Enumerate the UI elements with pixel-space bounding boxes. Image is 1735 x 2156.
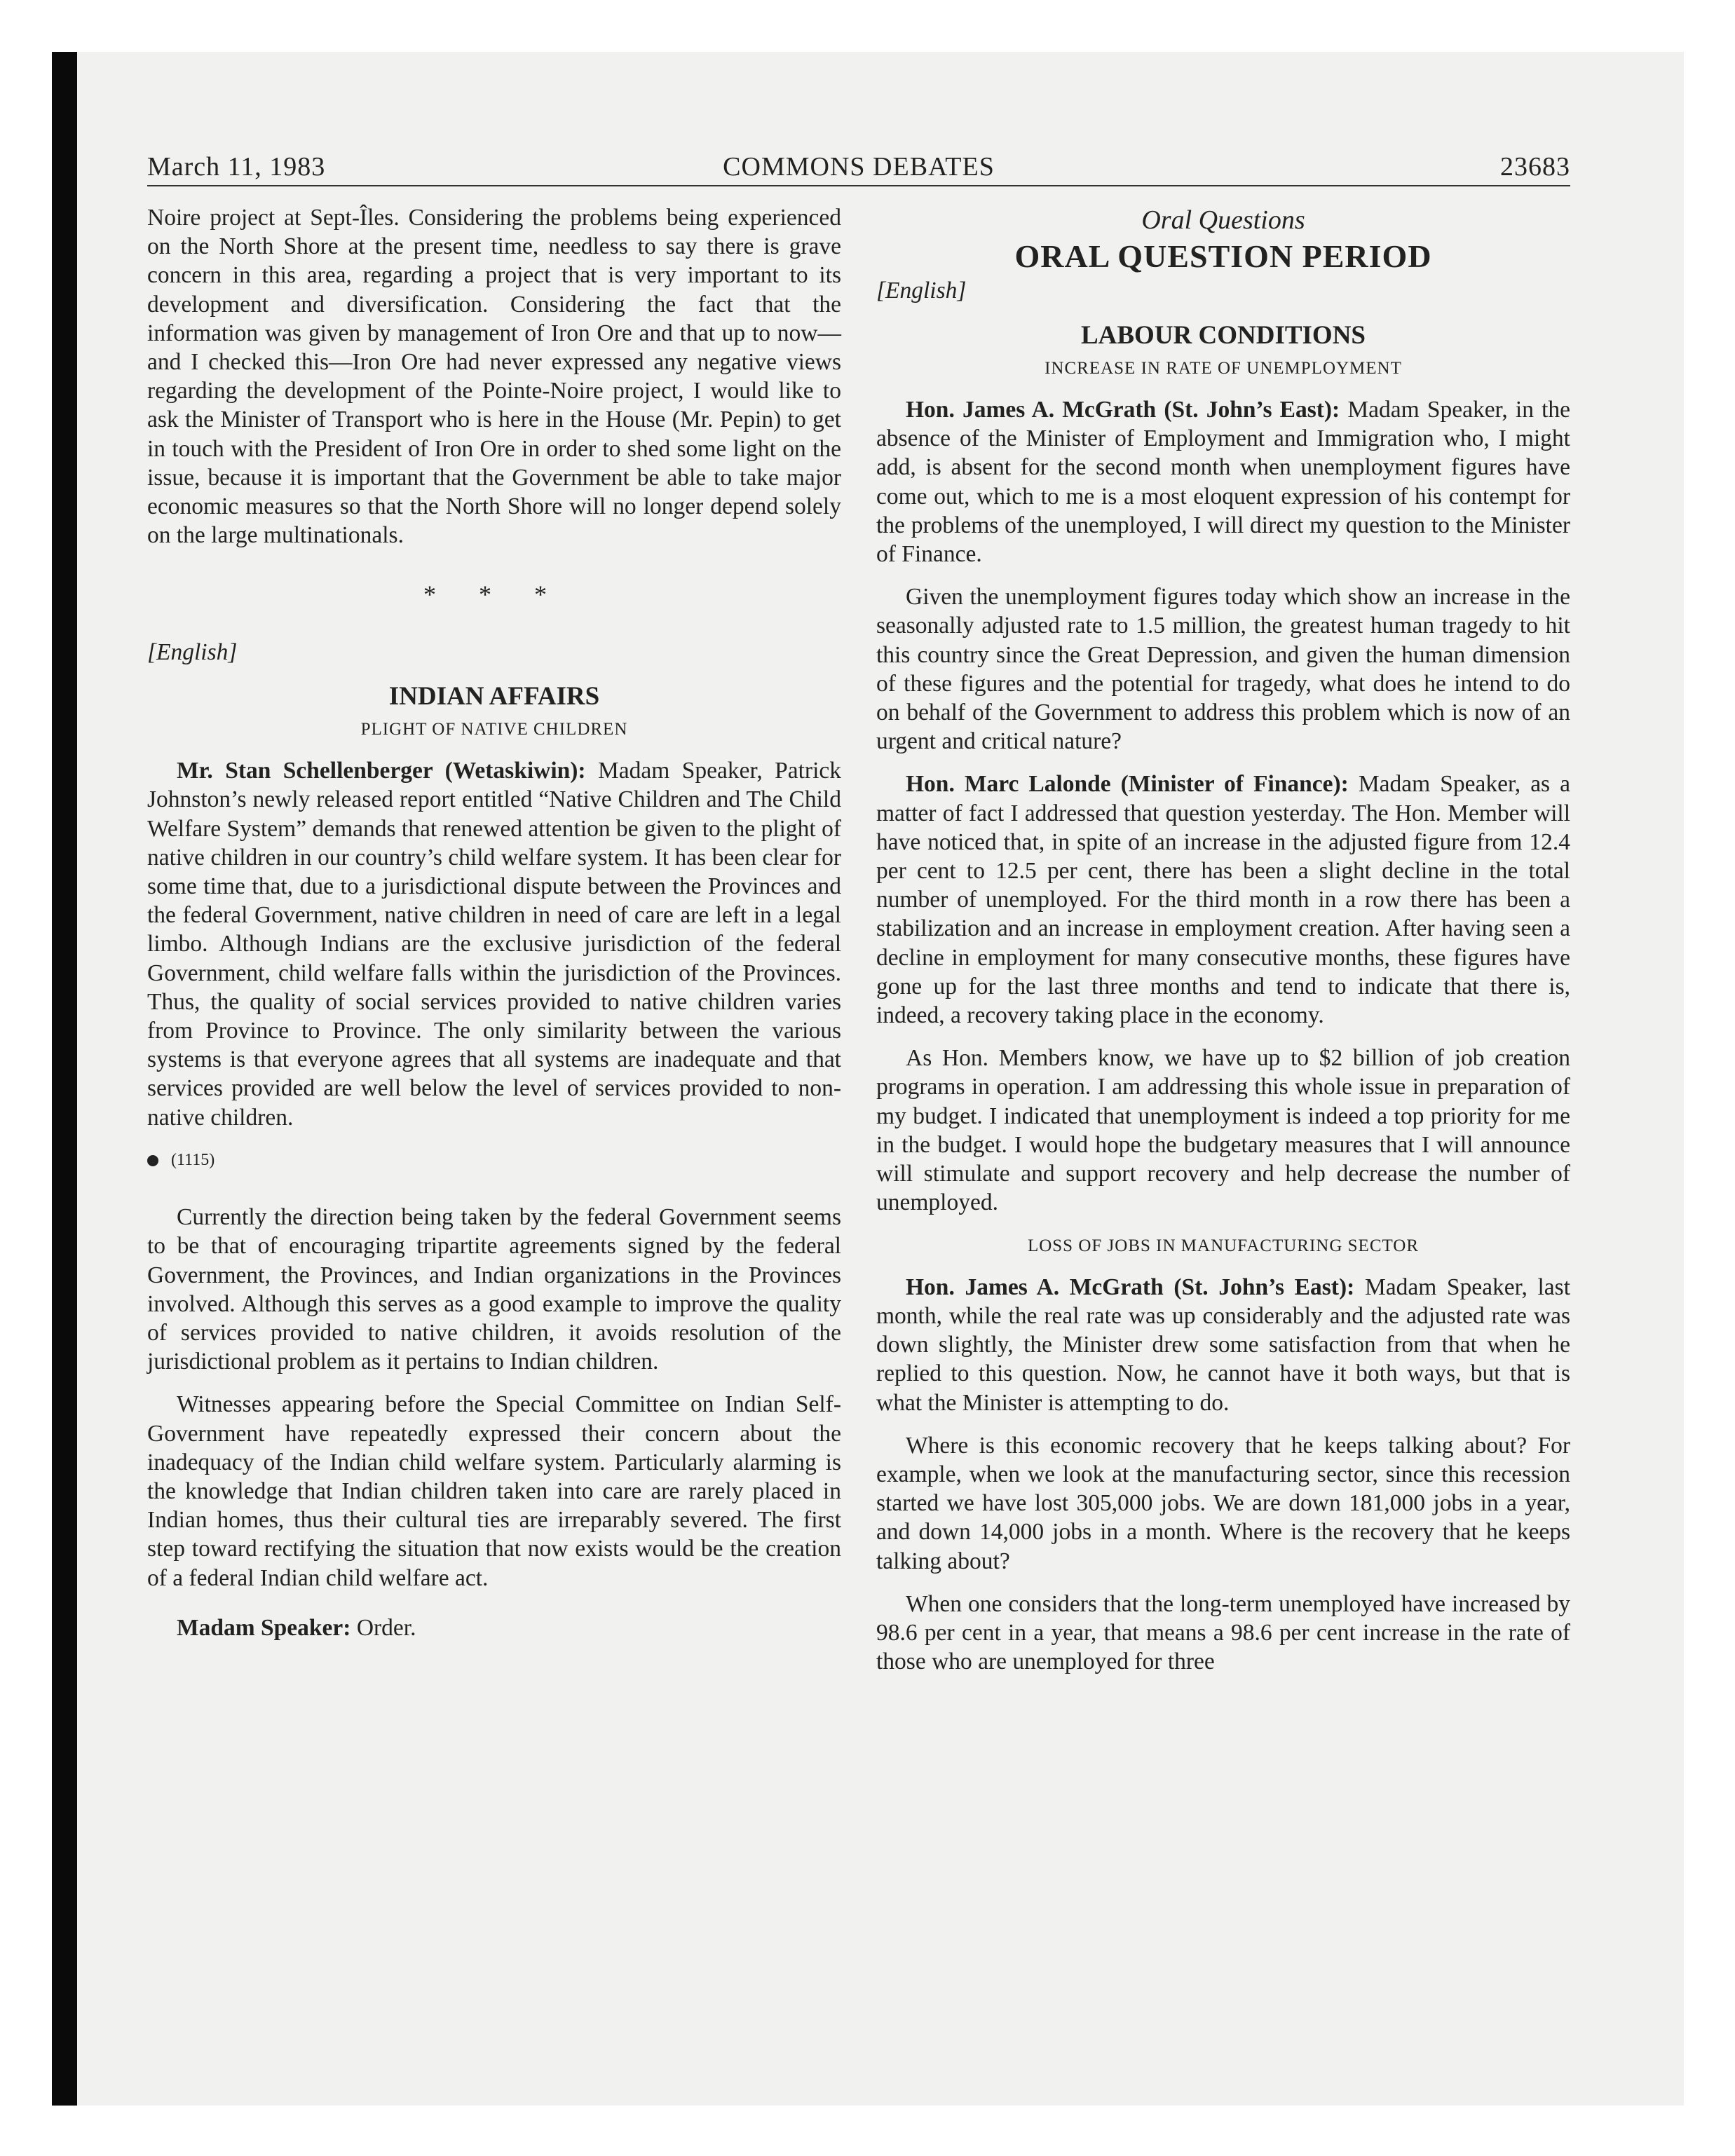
speech-paragraph — [147, 756, 841, 1132]
paragraph: As Hon. Members know, we have up to $2 billion of job creation programs in operation. I am addressing this whole issue in preparation of my budget. I indicated that unemployment is indeed a top priority for me in the budget. I would hope the budgetary measures that I will announce will stimulate and support recovery and help decrease the number of unemployed. — [876, 1045, 1570, 1216]
binding-edge — [52, 52, 77, 2106]
header-date: March 11, 1983 — [147, 152, 326, 182]
header-page-number: 23683 — [1500, 152, 1570, 182]
speaker-name: Hon. James A. McGrath (St. John’s East): — [906, 1274, 1355, 1300]
speech-paragraph — [147, 1613, 841, 1642]
subsection-title: LOSS OF JOBS IN MANUFACTURING SECTOR — [1027, 1236, 1420, 1255]
running-head: Oral Questions — [1141, 205, 1305, 235]
speech-paragraph — [876, 395, 1570, 568]
paragraph: Noire project at Sept-Îles. Considering the problems being experienced on the North Shore at the present time, needless to say there is grave concern in this area, regarding a project that is very important to its development and diversification. Considering the fact that the information was given by management of Iron Ore and that up to now—and I checked this—Iron Ore had never expressed any negative views regarding the development of the Pointe-Noire project, I would like to ask the Minister of Transport who is here in the House (Mr. Pepin) to get in touch with the President of Iron Ore in order to shed some light on the issue, because it is important that the Government be able to take major economic measures so that the North Shore will no longer depend solely on the large multinationals. — [147, 205, 841, 549]
paragraph: Witnesses appearing before the Special Committee on Indian Self-Government have repeatedly expressed their concern about the inadequacy of the Indian child welfare system. Particularly alarming is the knowledge that Indian children taken into care are rarely placed in Indian homes, thus their cultural ties are irreparably severed. The first step toward rectifying the situation that now exists would be the creation of a federal Indian child welfare act. — [147, 1391, 841, 1591]
section-separator: * * * — [423, 580, 565, 609]
speaker-name: Madam Speaker: — [177, 1614, 351, 1641]
paragraph: Given the unemployment figures today which show an increase in the seasonally adjusted rate to 1.5 million, the greatest human tragedy to hit this country since the Great Depression, and given the human dimension of these figures and the potential for tragedy, what does he intend to do on behalf of the Government to address this problem which is now of an urgent and critical nature? — [876, 584, 1570, 755]
speech-paragraph — [876, 1273, 1570, 1417]
speaker-name: Mr. Stan Schellenberger (Wetaskiwin): — [177, 758, 586, 784]
subsection-title: PLIGHT OF NATIVE CHILDREN — [360, 720, 628, 739]
header-title: COMMONS DEBATES — [723, 152, 995, 182]
section-title: LABOUR CONDITIONS — [1080, 320, 1366, 350]
left-column — [147, 203, 841, 1656]
subsection-title: INCREASE IN RATE OF UNEMPLOYMENT — [1045, 358, 1402, 378]
time-marker — [147, 1146, 841, 1175]
paragraph: When one considers that the long-term unemployed have increased by 98.6 per cent in a year, that means a 98.6 per cent increase in the rate of those who are unemployed for three — [876, 1590, 1570, 1675]
speech-paragraph — [876, 770, 1570, 1030]
speaker-name: Hon. Marc Lalonde (Minister of Finance): — [906, 771, 1349, 798]
paragraph: Where is this economic recovery that he keeps talking about? For example, when we look at the manufacturing sector, since this recession started we have lost 305,000 jobs. We are down 181,000 jobs in a year, and down 14,000 jobs in a month. Where is the recovery that he keeps talking about? — [876, 1432, 1570, 1574]
speech-text: Order. — [356, 1614, 416, 1641]
section-title: INDIAN AFFAIRS — [388, 681, 600, 711]
speech-text: Madam Speaker, as a matter of fact I addressed that question yesterday. The Hon. Member will have noticed that, in spite of an increase in the adjusted figure from 12.4 per cent to 12.5 per cent, there has been a slight decline in the total number of unemployed. For the third month in a row there has been a stabilization and an increase in employment creation. After having seen a decline in employment for many consecutive months, these figures have gone up for the last three months and tend to indicate that there is, indeed, a recovery taking place in the economy. — [876, 771, 1570, 1029]
speaker-name: Hon. James A. McGrath (St. John’s East): — [906, 397, 1340, 423]
speech-text: Madam Speaker, Patrick Johnston’s newly released report entitled “Native Children and The Child Welfare System” demands that renewed attention be given to the plight of native children in our country’s child welfare system. It has been clear for some time that, due to a jurisdictional dispute between the Provinces and the federal Government, native children in need of care are left in a legal limbo. Although Indians are the exclusive jurisdiction of the federal Government, child welfare falls within the jurisdiction of the Provinces. Thus, the quality of social services provided to native children varies from Province to Province. The only similarity between the various systems is that everyone agrees that all systems are inadequate and that services provided are well below the level of services provided to non-native children. — [147, 758, 842, 1131]
right-column — [876, 203, 1570, 1690]
speech-text: Madam Speaker, last month, while the real rate was up considerably and the adjusted rate was down slightly, the Minister drew some satisfaction from that when he replied to this question. Now, he cannot have it both ways, but that is what the Minister is attempting to do. — [876, 1274, 1571, 1416]
main-title: ORAL QUESTION PERIOD — [1014, 238, 1432, 275]
page-header — [147, 151, 1570, 186]
time-marker-text: (1115) — [171, 1150, 215, 1169]
language-marker: [English] — [147, 639, 238, 665]
speech-text: Madam Speaker, in the absence of the Minister of Employment and Immigration who, I might add, is absent for the second month when unemployment figures have come out, which to me is a most eloquent expression of his contempt for the problems of the unemployed, I will direct my question to the Minister of Finance. — [876, 397, 1570, 568]
language-marker: [English] — [876, 278, 967, 304]
header-rule — [147, 185, 1570, 186]
paragraph: Currently the direction being taken by the federal Government seems to be that of encouraging tripartite agreements signed by the federal Government, the Provinces, and Indian organizations in the Provinces involved. Although this serves as a good example to improve the quality of services provided to native children, it avoids resolution of the jurisdictional problem as it pertains to Indian children. — [147, 1204, 841, 1375]
bullet-icon — [147, 1155, 158, 1166]
